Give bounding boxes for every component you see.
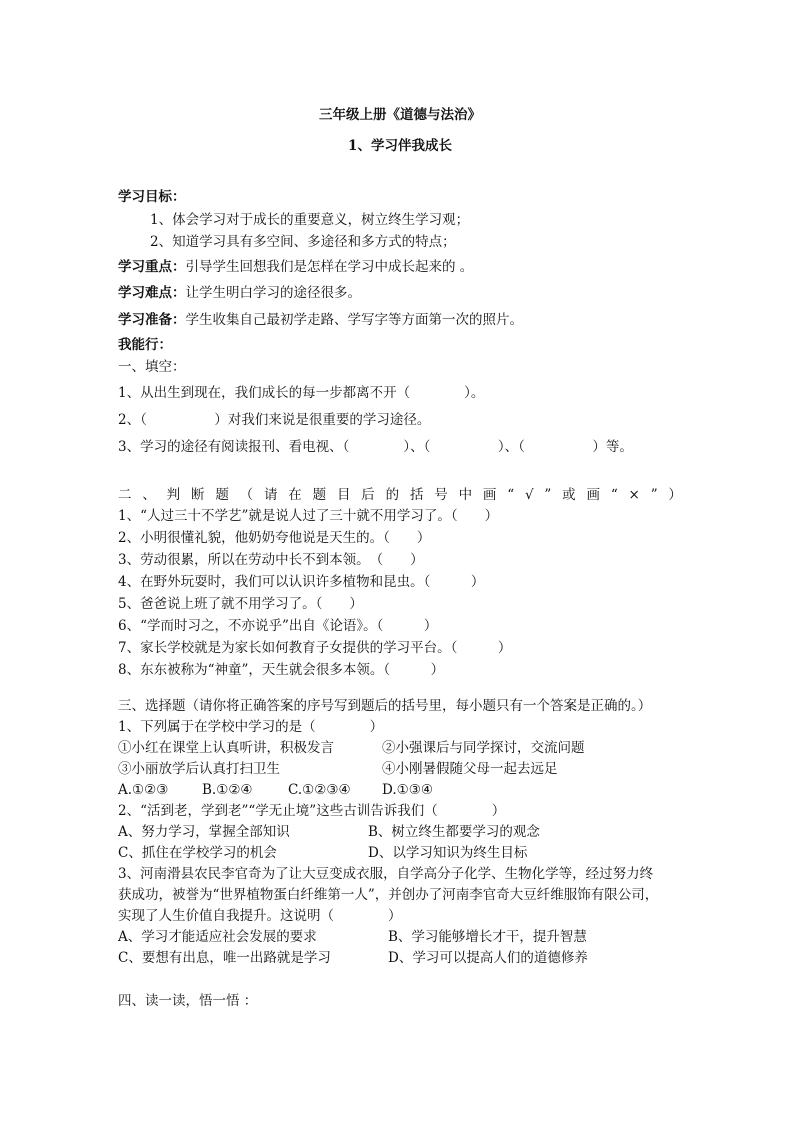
judge-heading-part: √ (524, 487, 534, 503)
preparation-row (118, 310, 523, 330)
judge-item-5: 5、爸爸说上班了就不用学习了。（ ） (118, 596, 363, 612)
fill-item-2: 2、（ ）对我们来说是很重要的学习途径。 (118, 412, 431, 428)
judge-item-3: 3、劳动很累，所以在劳动中长不到本领。 （ ） (118, 552, 424, 568)
fill-item-3: 3、学习的途径有阅读报刊、看电视、（ ）、（ ）、（ ）等。 (118, 439, 633, 455)
choice-q1-option: ④小刚暑假随父母一起去远足 (382, 761, 558, 777)
choice-q1-answer: C.①②③④ (288, 782, 351, 798)
focus-row (118, 257, 473, 277)
choice-q2-option: B、树立终生都要学习的观念 (368, 824, 540, 840)
choice-q3-option: B、学习能够增长才干，提升智慧 (388, 929, 587, 945)
choice-q1-option: ②小强课后与同学探讨，交流问题 (382, 740, 585, 756)
choice-q3-option: A、学习才能适应社会发展的要求 (118, 929, 317, 945)
difficulty-row (118, 283, 361, 303)
judge-heading-part: 的 (385, 487, 400, 503)
choice-q3-option-row (118, 927, 587, 947)
choice-q2-option-row (118, 843, 527, 863)
judge-heading-part: 画 (586, 487, 600, 503)
judge-heading-part: “ (610, 487, 618, 503)
judge-heading (118, 485, 682, 505)
judge-item-4: 4、在野外玩耍时，我们可以认识许多植物和昆虫。（ ） (118, 574, 485, 590)
objective-item-1: 1、体会学习对于成长的重要意义，树立终生学习观； (150, 212, 470, 228)
judge-heading-part: ” (544, 487, 552, 503)
judge-heading-part: 号 (434, 487, 448, 503)
preparation-text: 学生收集自己最初学走路、学写字等方面第一次的照片。 (185, 312, 523, 328)
judge-heading-part: 题 (215, 487, 229, 503)
fill-heading: 一、填空： (118, 359, 186, 375)
choice-q1-answer-row (118, 780, 433, 800)
choice-heading: 三、选择题（请你将正确答案的序号写到题后的括号里，每小题只有一个答案是正确的。） (118, 698, 652, 714)
choice-q1-answer: A.①②③ (118, 782, 169, 798)
judge-heading-part: ” (650, 487, 658, 503)
judge-heading-part: 题 (312, 487, 327, 503)
judge-heading-part: 或 (562, 487, 576, 503)
choice-q2-option: D、以学习知识为终生目标 (368, 845, 528, 861)
judge-heading-part: 后 (361, 487, 375, 503)
choice-q1-stem: 1、下列属于在学校中学习的是（ ） (118, 719, 384, 735)
judge-heading-part: 括 (409, 487, 424, 503)
judge-item-1: 1、“人过三十不学艺”就是说人过了三十就不用学习了。（ ） (118, 508, 499, 524)
judge-heading-part: 画 (482, 487, 497, 503)
objectives-label: 学习目标： (118, 189, 186, 205)
choice-q1-option-row (118, 759, 558, 779)
choice-q3-option-row (118, 948, 588, 968)
judge-heading-part: 二 (118, 487, 132, 503)
choice-q3-stem-line: 3、河南滑县农民李官奇为了让大豆变成衣服，自学高分子化学、生物化学等，经过努力终 (118, 866, 654, 882)
choice-q2-option: A、努力学习，掌握全部知识 (118, 824, 290, 840)
preparation-label: 学习准备： (118, 312, 186, 328)
choice-q1-option: ①小红在课堂上认真听讲，积极发言 (118, 740, 334, 756)
judge-heading-part: 、 (142, 487, 156, 503)
fill-item-1: 1、从出生到现在，我们成长的每一步都离不开（ ）。 (118, 385, 485, 401)
judge-heading-part: 判 (166, 487, 181, 503)
choice-q3-option: D、学习可以提高人们的道德修养 (388, 950, 588, 966)
choice-q3-stem-line: 实现了人生价值自我提升。这说明（ ） (118, 908, 402, 924)
judge-heading-part: ） (668, 487, 682, 503)
difficulty-text: 让学生明白学习的途径很多。 (185, 285, 361, 301)
judge-heading-part: × (628, 487, 640, 503)
judge-heading-part: 中 (458, 487, 473, 503)
difficulty-label: 学习难点： (118, 285, 186, 301)
choice-q2-option: C、抓住在学校学习的机会 (118, 845, 277, 861)
choice-q1-answer: B.①②④ (202, 782, 253, 798)
objective-item-2: 2、知道学习具有多空间、多途径和多方式的特点； (150, 234, 456, 250)
judge-heading-part: （ (239, 487, 254, 503)
judge-heading-part: 在 (288, 487, 302, 503)
choice-q2-stem: 2、“活到老，学到老”“学无止境”这些古训告诉我们（ ） (118, 803, 506, 819)
judge-heading-part: “ (507, 487, 515, 503)
choice-q1-answer: D.①③④ (382, 782, 433, 798)
judge-item-6: 6、“学而时习之，不亦说乎”出自《论语》。（ ） (118, 618, 438, 634)
judge-heading-part: 请 (263, 487, 278, 503)
judge-heading-part: 目 (336, 487, 351, 503)
lesson-title: 1、学习伴我成长 (348, 138, 452, 154)
focus-text: 引导学生回想我们是怎样在学习中成长起来的 。 (185, 259, 474, 275)
choice-q3-stem-line: 获成功，被誉为“世界植物蛋白纤维第一人”，并创办了河南李官奇大豆纤维服饰有限公司， (118, 887, 659, 903)
choice-q2-option-row (118, 822, 540, 842)
judge-heading-part: 断 (190, 487, 205, 503)
focus-label: 学习重点： (118, 259, 186, 275)
practice-label: 我能行： (118, 337, 172, 353)
judge-item-7: 7、家长学校就是为家长如何教育子女提供的学习平台。（ ） (118, 640, 512, 656)
judge-item-8: 8、东东被称为“神童”，天生就会很多本领。（ ） (118, 662, 445, 678)
choice-q1-option: ③小丽放学后认真打扫卫生 (118, 761, 280, 777)
judge-item-2: 2、小明很懂礼貌，他奶奶夸他说是天生的。（ ） (118, 530, 431, 546)
choice-q1-option-row (118, 738, 585, 758)
read-heading: 四、读一读，悟一悟 ： (118, 993, 258, 1009)
choice-q3-option: C、要想有出息，唯一出路就是学习 (118, 950, 331, 966)
page-title: 三年级上册《道德与法治》 (319, 107, 481, 123)
